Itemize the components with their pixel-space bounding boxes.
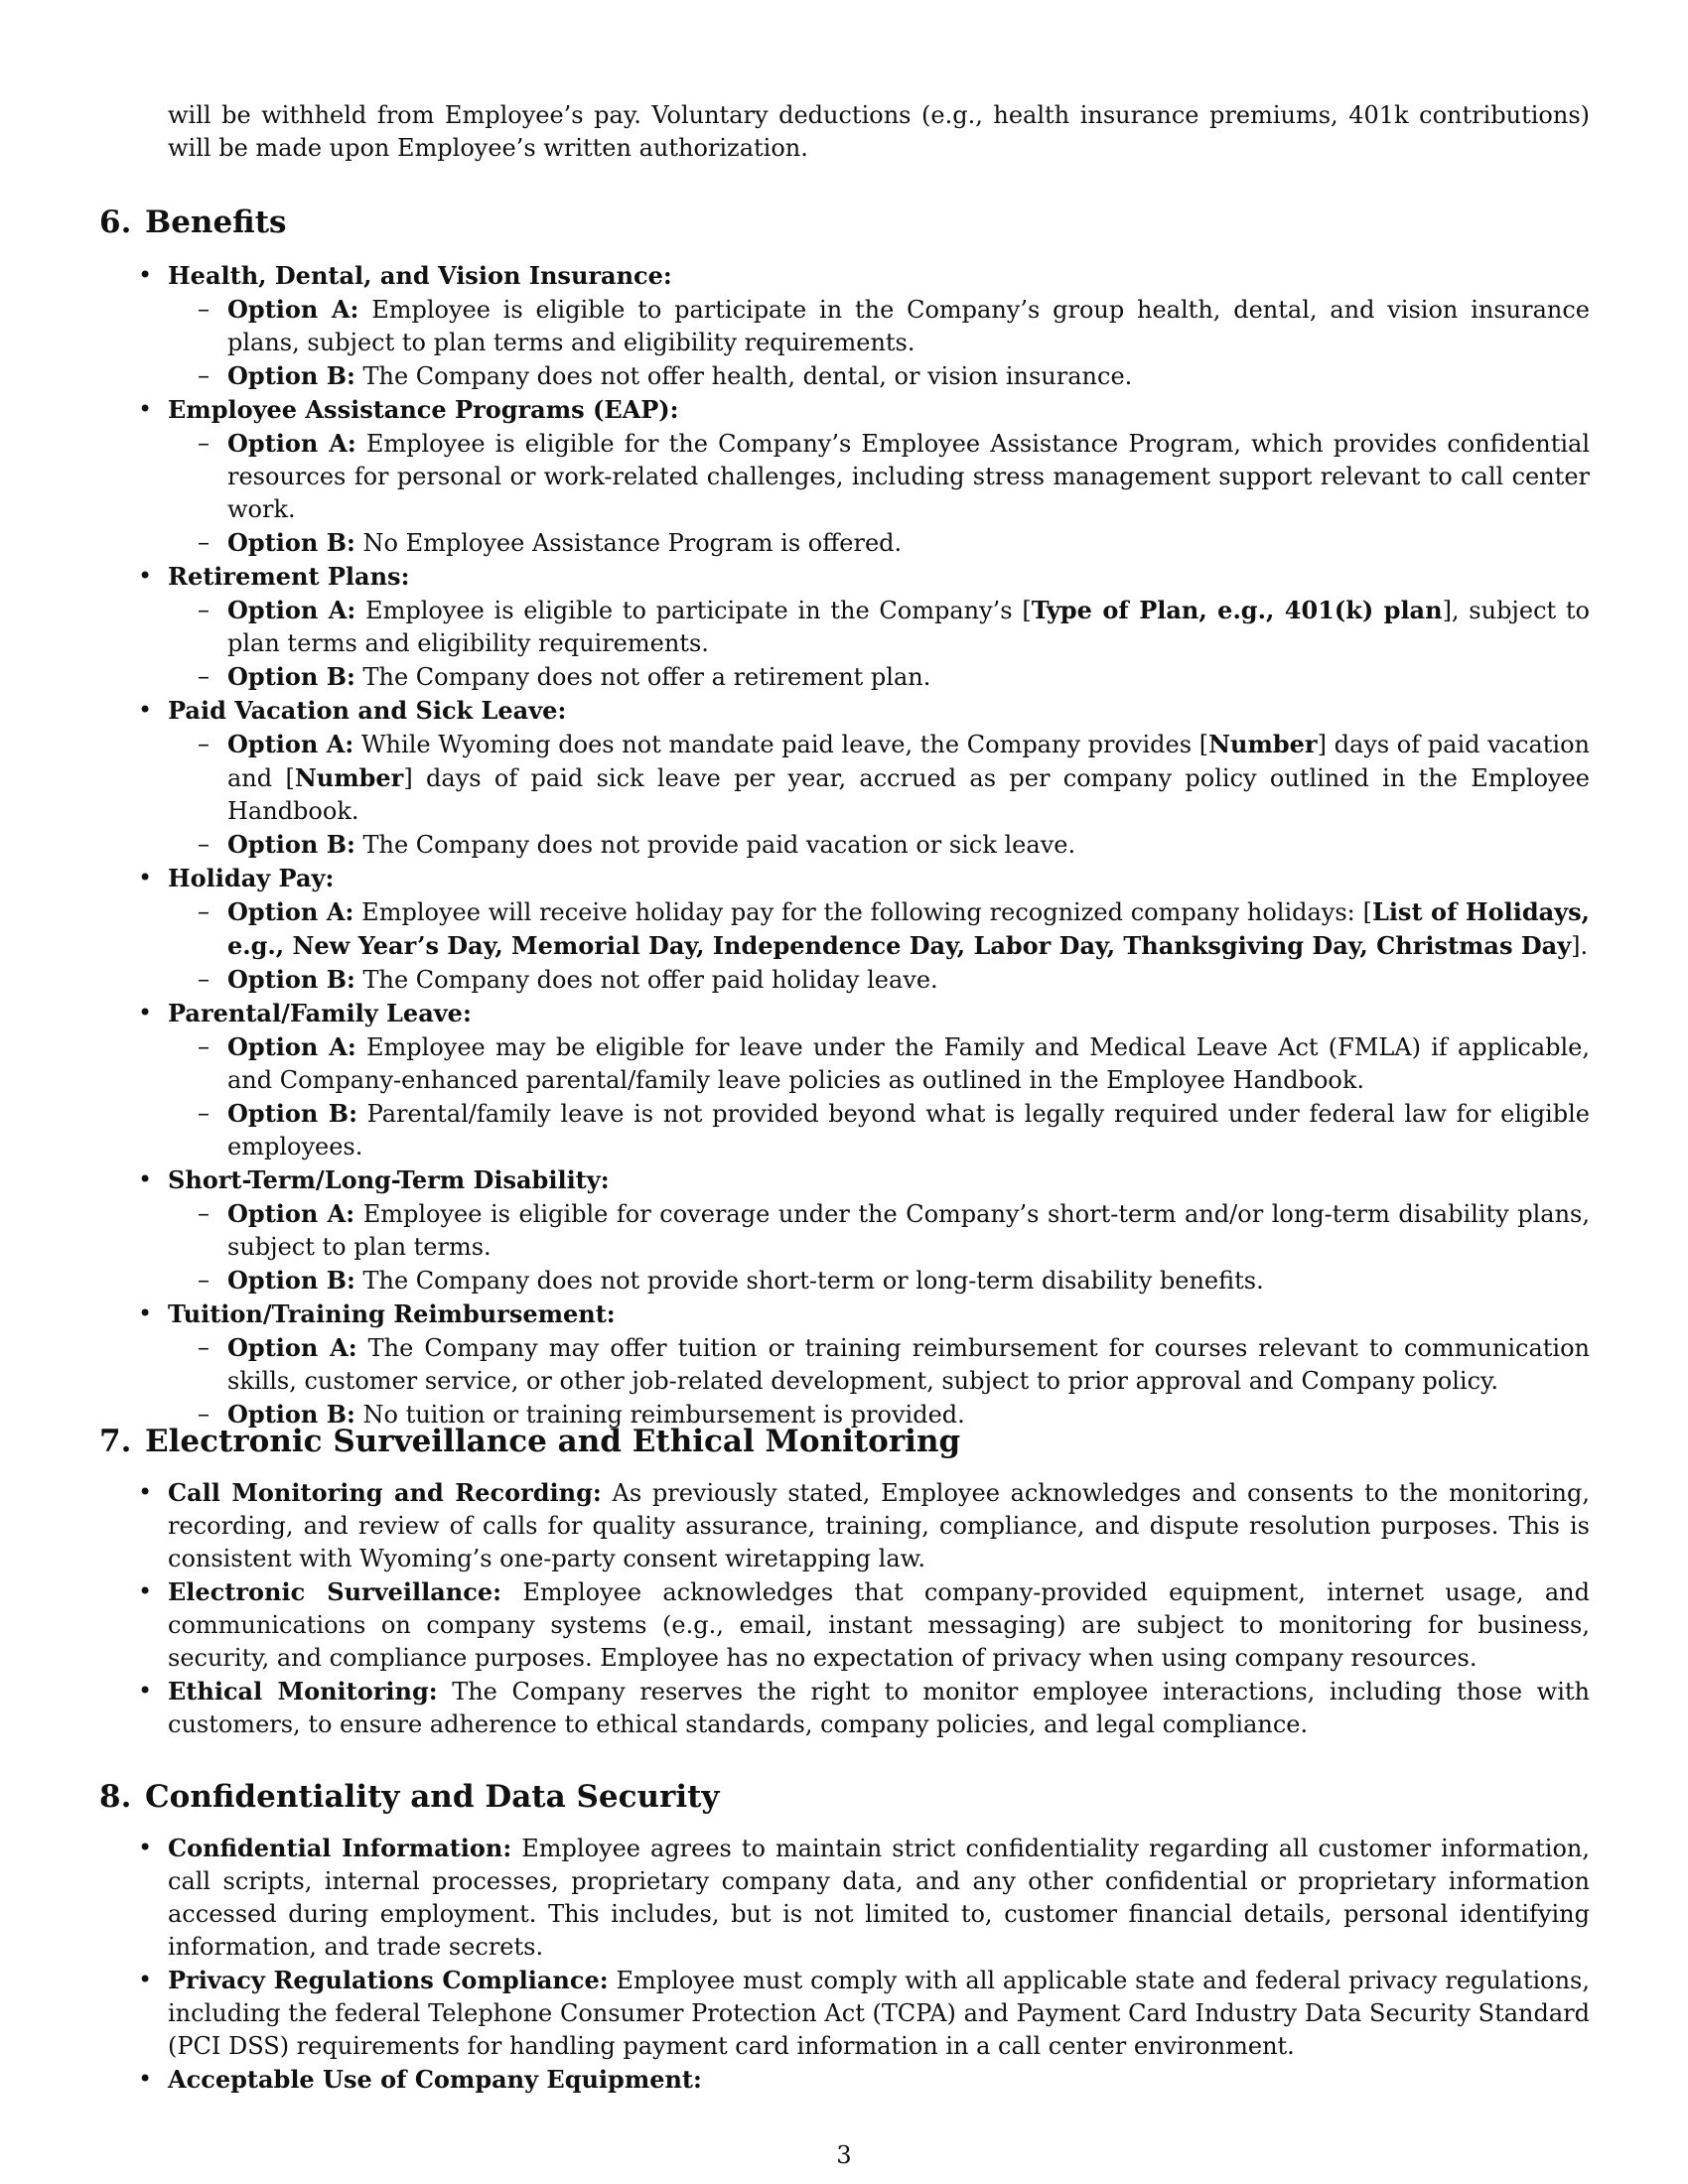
option-label: Option A: bbox=[227, 897, 354, 926]
benefit-label: Tuition/Training Reimbursement: bbox=[168, 1299, 616, 1328]
section-number: 7. bbox=[99, 1424, 132, 1459]
option-label: Option B: bbox=[227, 965, 355, 994]
option-a bbox=[227, 1331, 1590, 1398]
intro-paragraph: will be withheld from Employee’s pay. Voluntary deductions (e.g., health insurance premiums, 401k contributions) will be made upon Employee’s written authorization. bbox=[168, 101, 1590, 162]
monitoring-list bbox=[168, 1476, 1590, 1741]
option-label: Option B: bbox=[227, 830, 355, 859]
item-text: As previously stated, Employee acknowledges and consents to the monitoring, recording, and review of calls for quality assurance, training, compliance, and dispute resolution purposes. This is consistent with Wyoming’s one-party consent wiretapping law. bbox=[168, 1479, 1590, 1572]
confidentiality-item bbox=[168, 1964, 1590, 2063]
item-label: Call Monitoring and Recording: bbox=[168, 1478, 602, 1507]
section-number: 8. bbox=[99, 1779, 132, 1815]
confidentiality-item bbox=[168, 2063, 1590, 2097]
option-b bbox=[227, 963, 1590, 997]
option-text: ] days of paid sick leave per year, accrued as per company policy outlined in the Employee Handbook. bbox=[227, 764, 1590, 825]
benefit-label: Paid Vacation and Sick Leave: bbox=[168, 696, 567, 725]
option-label: Option B: bbox=[227, 361, 355, 390]
option-label: Option B: bbox=[227, 1099, 357, 1128]
item-label: Electronic Surveillance: bbox=[168, 1577, 501, 1606]
option-a bbox=[227, 1197, 1590, 1264]
benefit-label: Health, Dental, and Vision Insurance: bbox=[168, 261, 672, 290]
option-text: No tuition or training reimbursement is provided. bbox=[362, 1401, 965, 1429]
section-title: Electronic Surveillance and Ethical Monitoring bbox=[145, 1424, 961, 1459]
benefit-item bbox=[168, 1163, 1590, 1297]
benefit-label: Short-Term/Long-Term Disability: bbox=[168, 1165, 610, 1194]
section-7-heading bbox=[99, 1422, 960, 1461]
option-a bbox=[227, 728, 1590, 828]
option-b bbox=[227, 1264, 1590, 1297]
benefit-item bbox=[168, 694, 1590, 862]
option-a bbox=[227, 895, 1590, 963]
option-list bbox=[168, 1197, 1590, 1297]
option-text: The Company does not offer paid holiday leave. bbox=[362, 966, 938, 994]
option-text: The Company does not offer a retirement plan. bbox=[362, 663, 931, 691]
option-label: Option B: bbox=[227, 1400, 355, 1429]
option-label: Option A: bbox=[227, 730, 354, 758]
benefit-label: Parental/Family Leave: bbox=[168, 999, 472, 1027]
option-label: Option A: bbox=[227, 429, 356, 458]
option-text: Employee will receive holiday pay for the following recognized company holidays: [ bbox=[361, 898, 1372, 926]
option-list bbox=[168, 895, 1590, 997]
benefit-item bbox=[168, 560, 1590, 694]
option-label: Option B: bbox=[227, 662, 355, 691]
option-text: No Employee Assistance Program is offered. bbox=[362, 529, 903, 557]
placeholder-field: Number bbox=[294, 763, 404, 792]
confidentiality-item bbox=[168, 1832, 1590, 1964]
option-label: Option B: bbox=[227, 1266, 355, 1295]
benefit-label: Retirement Plans: bbox=[168, 562, 410, 591]
option-list bbox=[168, 1331, 1590, 1432]
option-a bbox=[227, 594, 1590, 660]
option-a bbox=[227, 293, 1590, 359]
benefit-item bbox=[168, 997, 1590, 1163]
monitoring-item bbox=[168, 1575, 1590, 1675]
monitoring-item bbox=[168, 1476, 1590, 1575]
option-text: ], subject to plan terms and eligibility requirements. bbox=[227, 597, 1590, 657]
option-a bbox=[227, 427, 1590, 526]
option-text: The Company does not provide short-term or long-term disability benefits. bbox=[362, 1267, 1264, 1295]
option-text: Employee is eligible to participate in the Company’s [ bbox=[365, 597, 1032, 624]
option-list bbox=[168, 293, 1590, 393]
placeholder-field: Type of Plan, e.g., 401(k) plan bbox=[1031, 596, 1443, 624]
benefit-label: Employee Assistance Programs (EAP): bbox=[168, 395, 679, 424]
option-label: Option A: bbox=[227, 1032, 356, 1061]
section-title: Benefits bbox=[145, 205, 287, 240]
placeholder-field: Number bbox=[1208, 730, 1318, 758]
item-text: Employee must comply with all applicable state and federal privacy regulations, including the federal Telephone Consumer Protection Act (TCPA) and Payment Card Industry Data Security Standard (PCI DSS) requirements for handling payment card information in a call center environment. bbox=[168, 1967, 1590, 2060]
item-text: Employee acknowledges that company-provided equipment, internet usage, and communications on company systems (e.g., email, instant messaging) are subject to monitoring for business, security, and compliance purposes. Employee has no expectation of privacy when using company resources. bbox=[168, 1578, 1590, 1672]
option-text: Parental/family leave is not provided beyond what is legally required under federal law for eligible employees. bbox=[227, 1100, 1590, 1160]
item-label: Ethical Monitoring: bbox=[168, 1677, 438, 1706]
option-text: Employee is eligible for the Company’s Employee Assistance Program, which provides confidential resources for personal or work-related challenges, including stress management support relevant to call center work. bbox=[227, 430, 1590, 523]
item-label: Acceptable Use of Company Equipment: bbox=[168, 2065, 702, 2094]
option-list bbox=[168, 728, 1590, 862]
item-text: Employee agrees to maintain strict confidentiality regarding all customer information, call scripts, internal processes, proprietary company data, and any other confidential or proprietary information accessed during employment. This includes, but is not limited to, customer financial details, personal identifying information, and trade secrets. bbox=[168, 1835, 1590, 1961]
option-text: While Wyoming does not mandate paid leave, the Company provides [ bbox=[360, 731, 1209, 758]
option-label: Option A: bbox=[227, 596, 356, 624]
option-text: ] days of paid vacation and [ bbox=[227, 731, 1591, 792]
section-6-heading bbox=[99, 203, 287, 242]
option-b bbox=[227, 1097, 1590, 1163]
confidentiality-list bbox=[168, 1832, 1590, 2097]
option-text: The Company may offer tuition or training reimbursement for courses relevant to communication skills, customer service, or other job-related development, subject to prior approval and Company policy. bbox=[227, 1334, 1590, 1395]
benefits-list bbox=[168, 259, 1590, 1432]
option-text: Employee may be eligible for leave under the Family and Medical Leave Act (FMLA) if applicable, and Company-enhanced parental/family leave policies as outlined in the Employee Handbook. bbox=[227, 1033, 1590, 1094]
monitoring-item bbox=[168, 1675, 1590, 1741]
option-text: The Company does not provide paid vacation or sick leave. bbox=[362, 831, 1076, 859]
option-b bbox=[227, 660, 1590, 694]
benefit-item bbox=[168, 1297, 1590, 1432]
section-8-heading bbox=[99, 1777, 719, 1817]
option-b bbox=[227, 359, 1590, 393]
option-list bbox=[168, 594, 1590, 694]
option-text: ]. bbox=[1571, 932, 1589, 960]
option-b bbox=[227, 526, 1590, 560]
benefit-item bbox=[168, 862, 1590, 997]
option-text: Employee is eligible for coverage under the Company’s short-term and/or long-term disability plans, subject to plan terms. bbox=[227, 1200, 1590, 1261]
option-label: Option A: bbox=[227, 1199, 355, 1228]
item-label: Privacy Regulations Compliance: bbox=[168, 1966, 609, 1994]
option-text: The Company does not offer health, dental, or vision insurance. bbox=[362, 362, 1133, 390]
benefit-item bbox=[168, 259, 1590, 393]
option-text: Employee is eligible to participate in the Company’s group health, dental, and vision insurance plans, subject to plan terms and eligibility requirements. bbox=[227, 296, 1590, 356]
section-number: 6. bbox=[99, 205, 132, 240]
option-label: Option B: bbox=[227, 528, 355, 557]
placeholder-field: List of Holidays, e.g., New Year’s Day, Memorial Day, Independence Day, Labor Day, Thanksgiving Day, Christmas Day bbox=[227, 897, 1590, 960]
option-list bbox=[168, 427, 1590, 560]
option-b bbox=[227, 828, 1590, 862]
page-number: 3 bbox=[836, 2141, 852, 2169]
option-label: Option A: bbox=[227, 295, 359, 324]
option-a bbox=[227, 1030, 1590, 1097]
option-list bbox=[168, 1030, 1590, 1163]
section-title: Confidentiality and Data Security bbox=[145, 1779, 720, 1815]
option-label: Option A: bbox=[227, 1333, 357, 1362]
item-text: The Company reserves the right to monitor employee interactions, including those with customers, to ensure adherence to ethical standards, company policies, and legal compliance. bbox=[168, 1678, 1590, 1738]
benefit-label: Holiday Pay: bbox=[168, 864, 335, 892]
benefit-item bbox=[168, 393, 1590, 560]
item-label: Confidential Information: bbox=[168, 1834, 512, 1862]
